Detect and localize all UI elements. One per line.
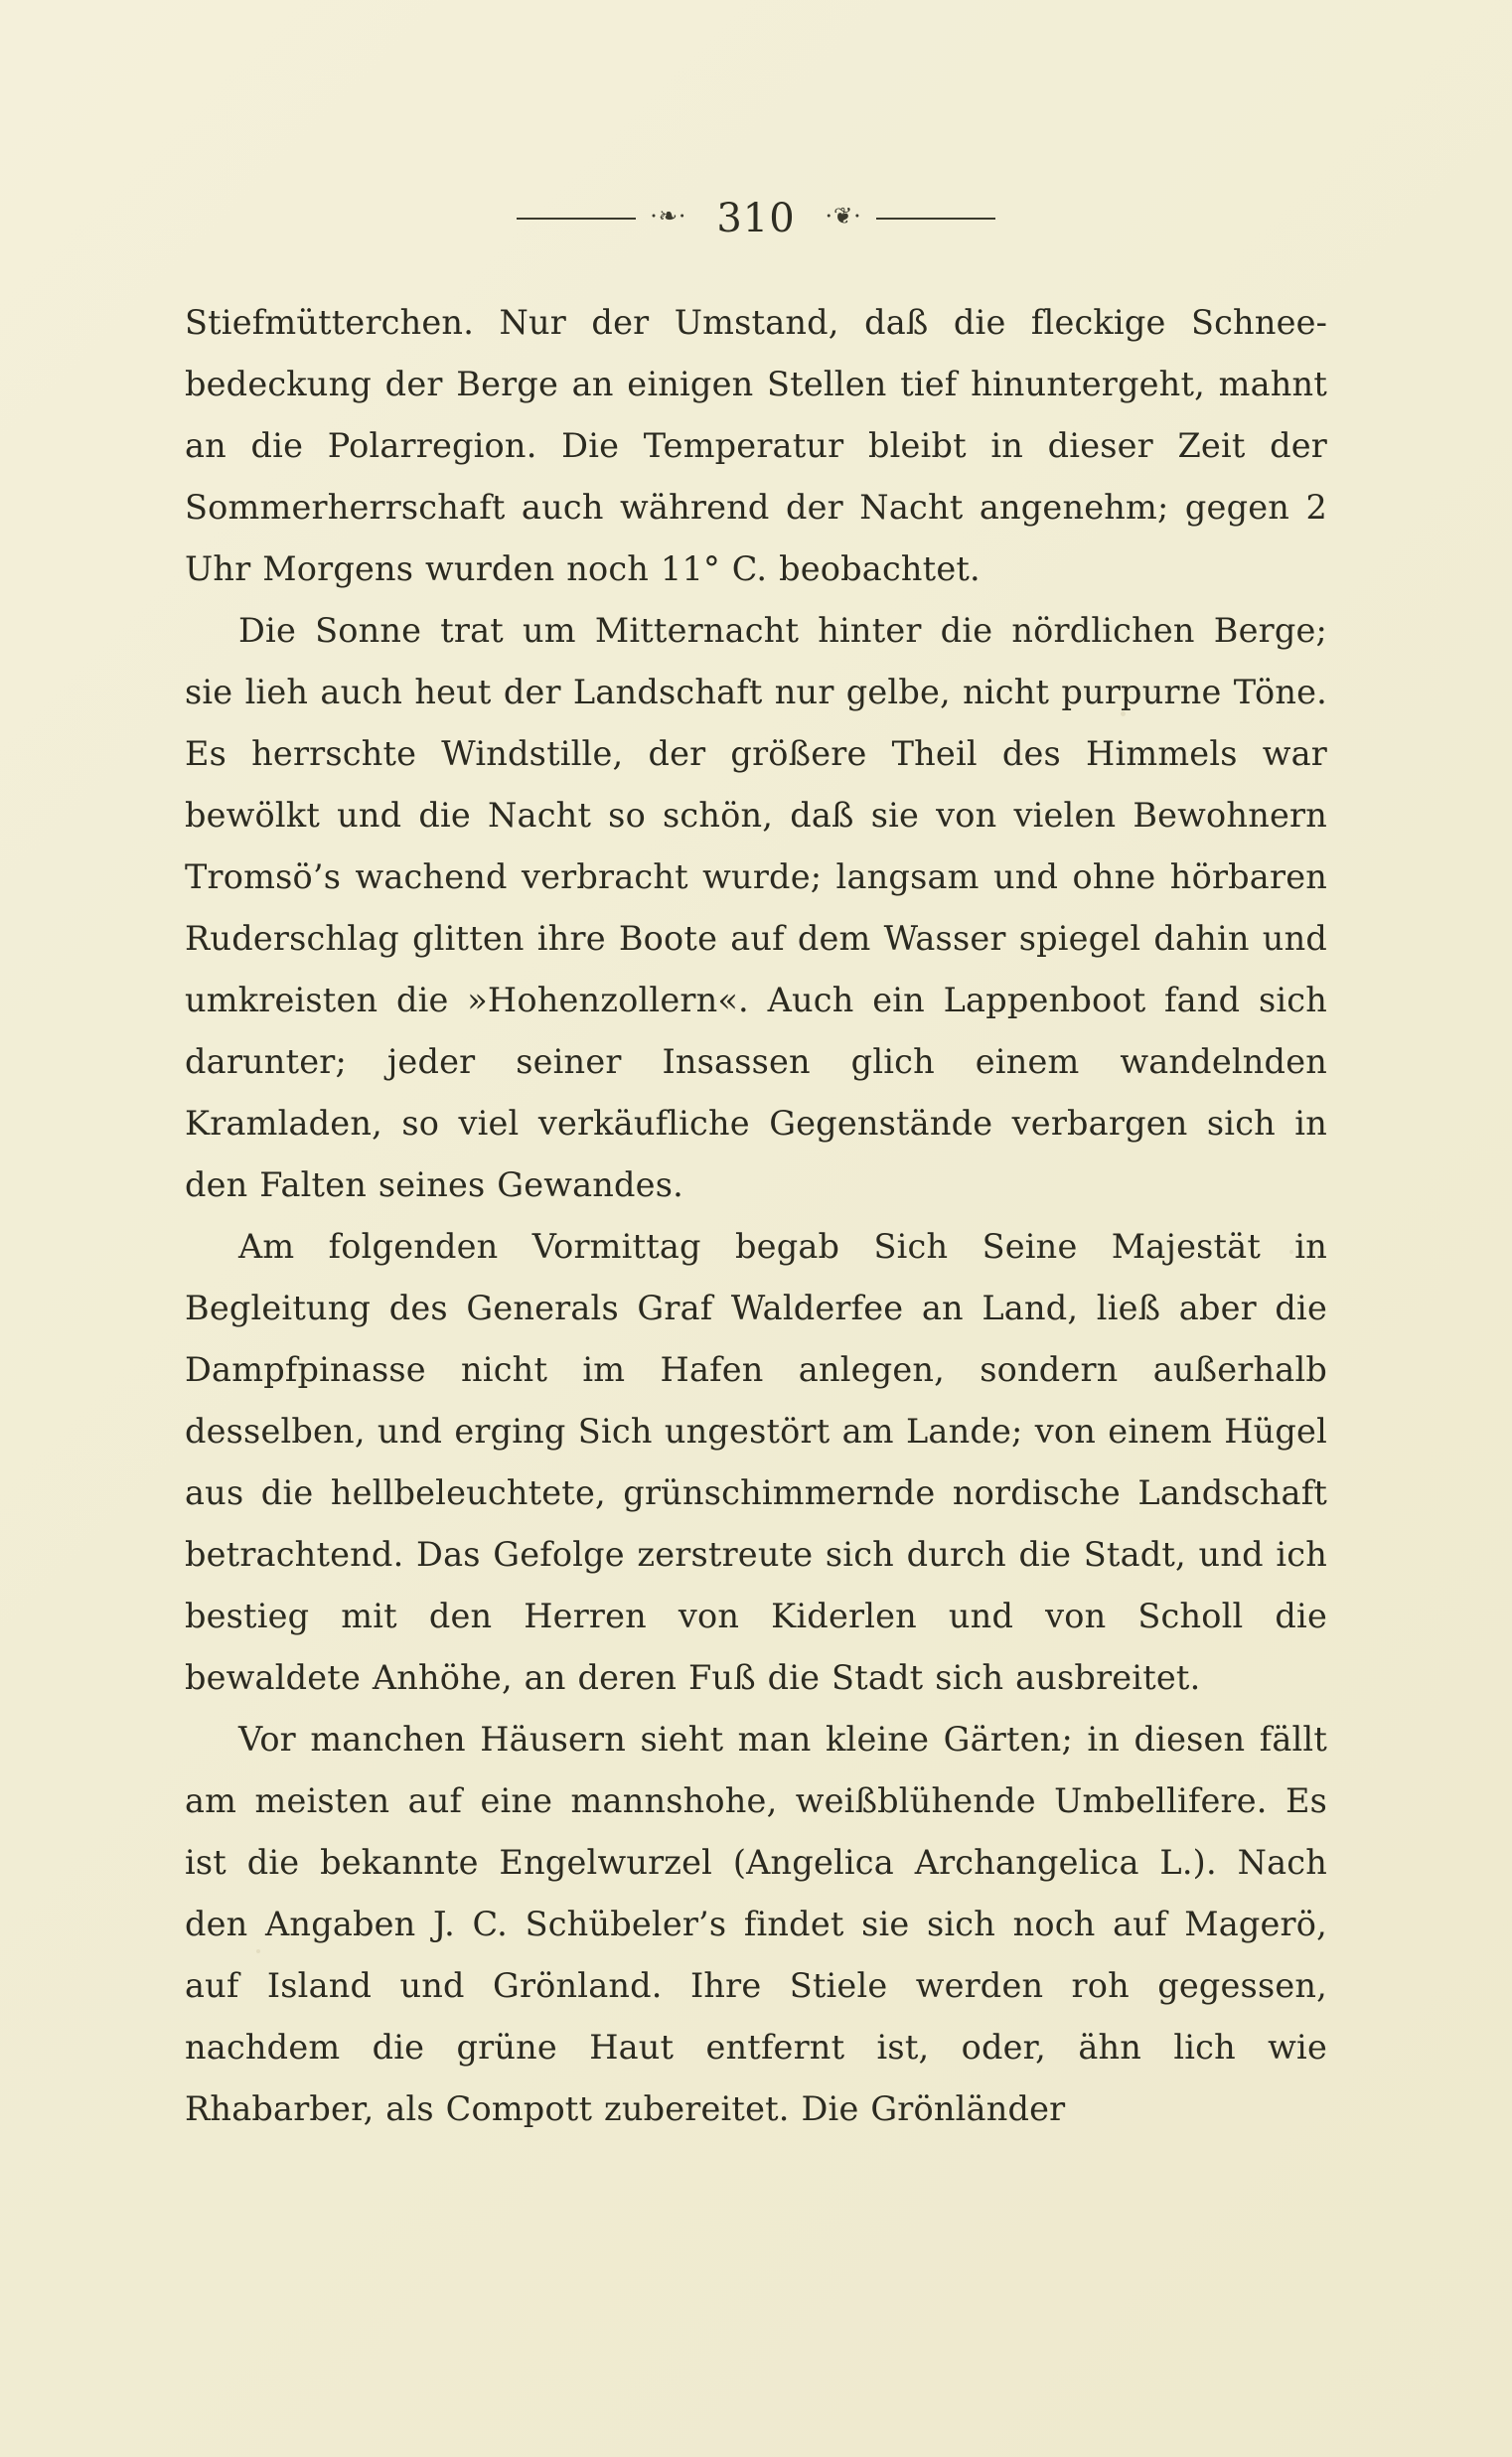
ornament-right-icon: ·❦·	[825, 203, 862, 230]
ornament-left-icon: ·❧·	[650, 203, 687, 230]
body-text	[185, 292, 1327, 2140]
paragraph: Am folgenden Vormittag begab Sich Seine Majestät in Begleitung des Generals Graf Walderfee an Land, ließ aber die Dampfpinasse nicht im Hafen anlegen, sondern außerhalb desselben, und erging Sich ungestört am Lande; von einem Hügel aus die hellbeleuchtete, grünschimmernde nordische Landschaft betrachtend. Das Gefolge zerstreute sich durch die Stadt, und ich bestieg mit den Herren von Kiderlen und von Scholl die bewaldete Anhöhe, an deren Fuß die Stadt sich ausbreitet.	[185, 1227, 1327, 1697]
header-rule-left	[517, 218, 636, 220]
header-rule-right	[876, 218, 995, 220]
page-number: 310	[716, 196, 796, 241]
paragraph: Stiefmütterchen. Nur der Umstand, daß die fleckige Schnee bedeckung der Berge an einigen Stellen tief hinuntergeht, mahnt an die Polarregion. Die Temperatur bleibt in dieser Zeit der Sommerherrschaft auch während der Nacht angenehm; gegen 2 Uhr Morgens wurden noch 11° C. beobachtet.	[185, 303, 1327, 588]
paragraph: Vor manchen Häusern sieht man kleine Gärten; in diesen fällt am meisten auf eine mannshohe, weißblühende Umbellifere. Es ist die bekannte Engelwurzel (Angelica Archangelica L.). Nach den Angaben J. C. Schübeler’s findet sie sich noch auf Magerö, auf Island und Grönland. Ihre Stiele werden roh gegessen, nachdem die grüne Haut entfernt ist, oder, ähn lich wie Rhabarber, als Compott zubereitet. Die Grönländer	[185, 1720, 1327, 2128]
page-header	[185, 189, 1327, 248]
paragraph: Die Sonne trat um Mitternacht hinter die nördlichen Berge; sie lieh auch heut der Landschaft nur gelbe, nicht purpurne Töne. Es herrschte Windstille, der größere Theil des Himmels war bewölkt und die Nacht so schön, daß sie von vielen Bewohnern Tromsö’s wachend verbracht wurde; langsam und ohne hörbaren Ruderschlag glitten ihre Boote auf dem Wasser spiegel dahin und umkreisten die »Hohenzollern«. Auch ein Lappenboot fand sich darunter; jeder seiner Insassen glich einem wandelnden Kramladen, so viel verkäufliche Gegenstände verbargen sich in den Falten seines Gewandes.	[185, 611, 1327, 1204]
page-content	[185, 189, 1327, 2140]
